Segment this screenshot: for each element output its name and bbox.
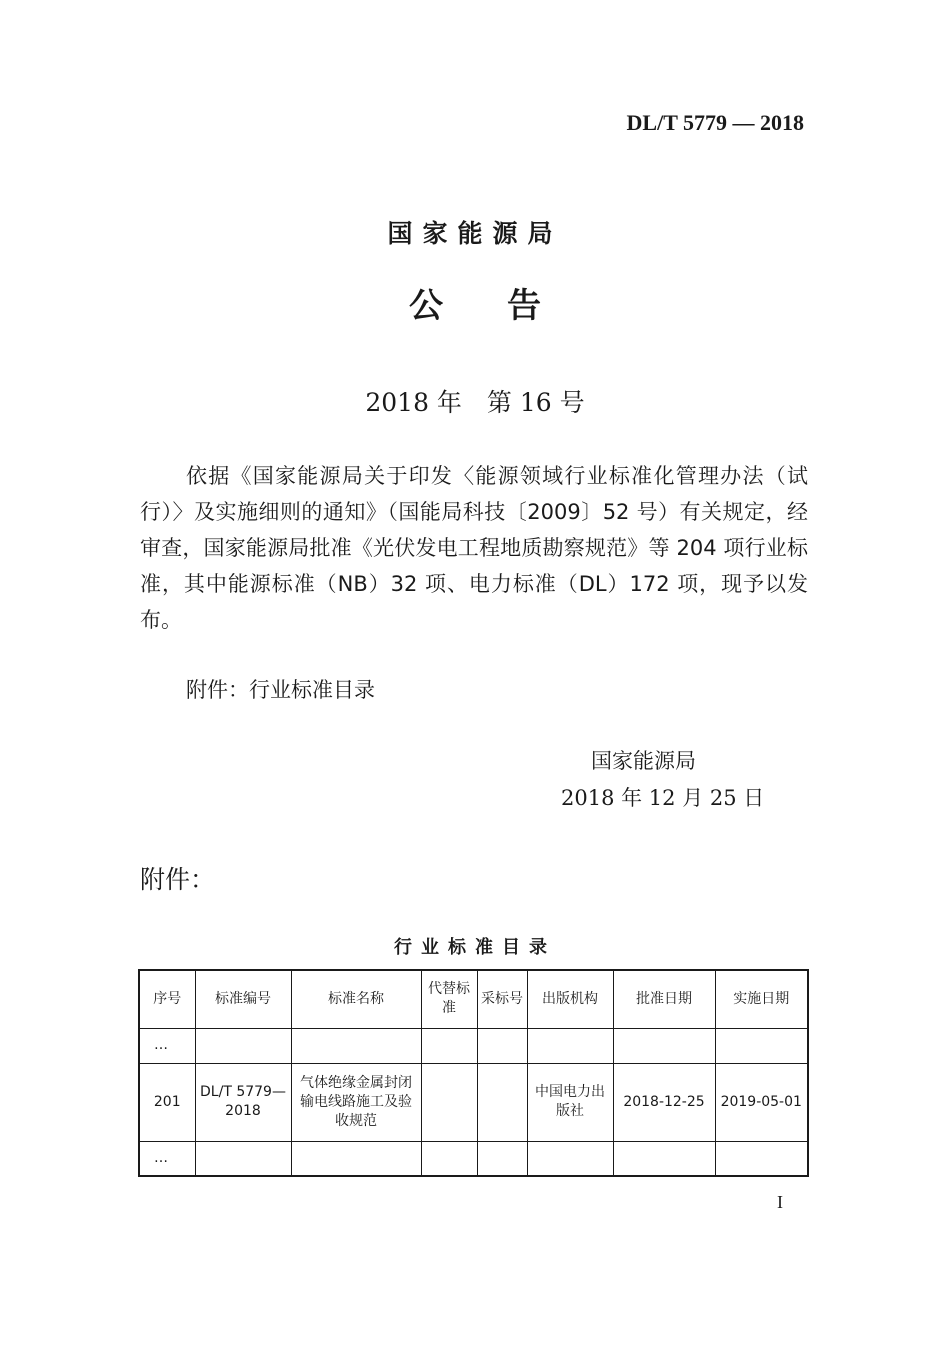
- signature-date: 2018 年 12 月 25 日: [561, 786, 765, 810]
- column-header: 序号: [139, 970, 195, 1028]
- cell-adopted: [477, 1063, 527, 1141]
- cell-code: DL/T 5779—2018: [195, 1063, 291, 1141]
- cell-replaces: [421, 1063, 477, 1141]
- announcement-body: 依据《国家能源局关于印发〈能源领域行业标准化管理办法（试行）〉及实施细则的通知》（国能局科技〔2009〕52 号）有关规定，经审查，国家能源局批准《光伏发电工程地质勘察规范》等 204 项行业标准，其中能源标准（NB）32 项、电力标准（DL）172 项，现予以发布。: [140, 464, 808, 632]
- issuing-agency: 国家能源局: [387, 219, 563, 248]
- column-header: 实施日期: [715, 970, 808, 1028]
- ellipsis-cell: …: [139, 1141, 195, 1176]
- column-header: 标准编号: [195, 970, 291, 1028]
- table-row: [139, 1063, 808, 1141]
- cell-effective-date: 2019-05-01: [715, 1063, 808, 1141]
- cell-index: 201: [139, 1063, 195, 1141]
- column-header: 代替标准: [421, 970, 477, 1028]
- table-row: [139, 1028, 808, 1063]
- standard-code: DL/T 5779 — 2018: [626, 110, 804, 135]
- announcement-number: 2018 年 第 16 号: [365, 388, 585, 417]
- column-header: 批准日期: [613, 970, 715, 1028]
- table-title: 行业标准目录: [394, 937, 556, 958]
- cell-name: 气体绝缘金属封闭输电线路施工及验收规范: [291, 1063, 421, 1141]
- attachment-line: 附件：行业标准目录: [186, 678, 375, 702]
- page-number: I: [777, 1192, 783, 1212]
- standards-table: [138, 969, 809, 1177]
- ellipsis-cell: …: [139, 1028, 195, 1063]
- announcement-title: 公告: [409, 286, 605, 326]
- column-header: 采标号: [477, 970, 527, 1028]
- column-header: 出版机构: [527, 970, 613, 1028]
- attachment-heading: 附件：: [140, 865, 216, 894]
- column-header: 标准名称: [291, 970, 421, 1028]
- cell-publisher: 中国电力出版社: [527, 1063, 613, 1141]
- cell-approval-date: 2018-12-25: [613, 1063, 715, 1141]
- signature-agency: 国家能源局: [591, 749, 696, 773]
- table-header-row: [139, 970, 808, 1028]
- table-row: [139, 1141, 808, 1176]
